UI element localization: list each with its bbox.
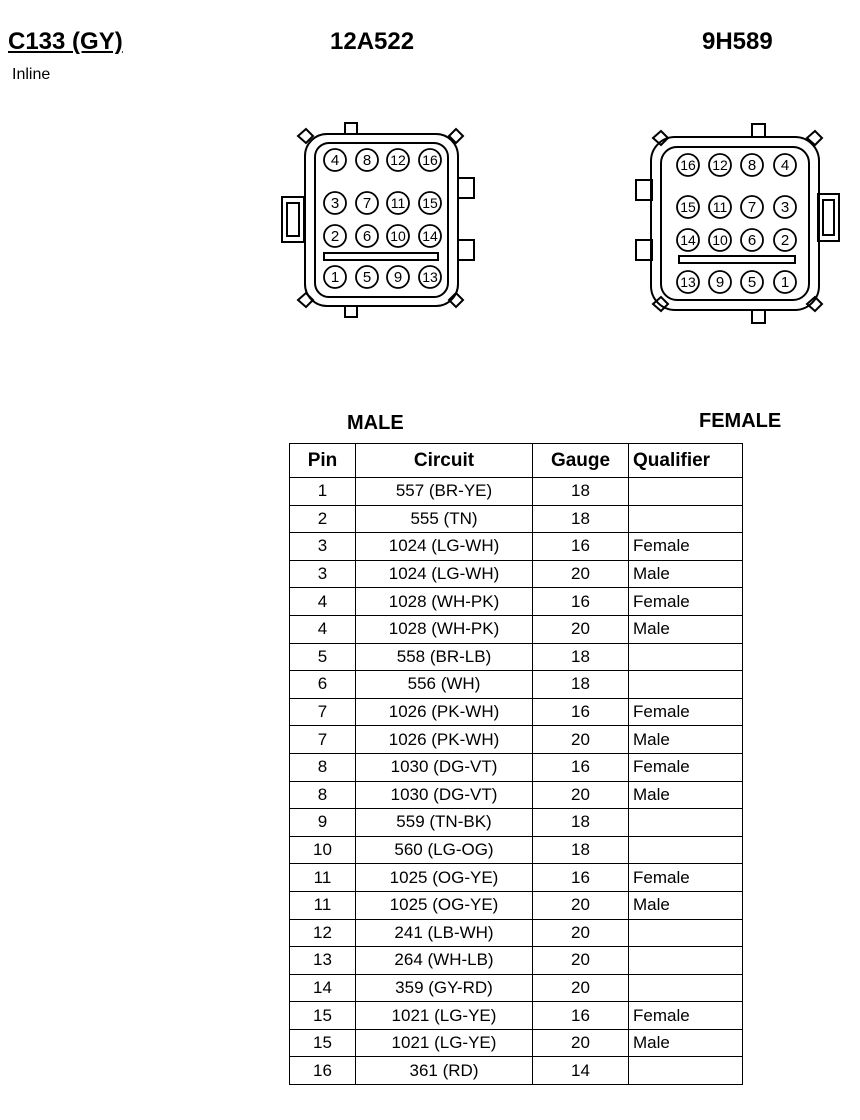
female-pin [709,271,731,293]
cell-pin: 3 [290,560,356,588]
female-pin [774,196,796,218]
male-pin-number: 3 [330,195,340,212]
cell-qualifier: Male [629,891,743,919]
cell-pin: 16 [290,1057,356,1085]
male-pin [356,266,378,288]
male-pin [419,149,441,171]
cell-circuit: 560 (LG-OG) [356,836,533,864]
table-row [290,1057,743,1085]
cell-gauge: 16 [533,864,629,892]
connector-title: C133 (GY) [8,28,123,55]
female-housing-outer [651,137,819,310]
table-row [290,505,743,533]
female-pin [774,271,796,293]
connector-subtitle: Inline [12,66,51,83]
cell-qualifier [629,919,743,947]
cell-pin: 6 [290,671,356,699]
cell-pin: 5 [290,643,356,671]
female-pin [677,196,699,218]
male-pin [419,225,441,247]
cell-gauge: 20 [533,947,629,975]
cell-pin: 4 [290,588,356,616]
table-row [290,643,743,671]
cell-pin: 9 [290,809,356,837]
male-pin [387,225,409,247]
male-pin-number: 9 [393,269,403,286]
cell-circuit: 1025 (OG-YE) [356,891,533,919]
female-pin-number: 14 [680,232,696,248]
female-pin-number: 11 [712,199,728,215]
cell-gauge: 20 [533,726,629,754]
cell-circuit: 1028 (WH-PK) [356,588,533,616]
cell-pin: 4 [290,615,356,643]
pinout-table [289,443,743,1085]
female-left-tab-top [636,180,652,200]
female-pin-number: 15 [680,199,696,215]
cell-gauge: 18 [533,643,629,671]
cell-gauge: 16 [533,533,629,561]
cell-pin: 11 [290,864,356,892]
cell-pin: 7 [290,726,356,754]
cell-qualifier: Male [629,1029,743,1057]
male-right-tab-top [458,178,474,198]
female-pin-grid [677,154,796,293]
male-pin-number: 10 [390,228,406,244]
male-pin [387,149,409,171]
female-pin [774,154,796,176]
female-right-latch [818,194,839,241]
male-pin [387,266,409,288]
cell-pin: 1 [290,478,356,506]
cell-pin: 7 [290,698,356,726]
male-connector [282,123,474,317]
cell-qualifier: Female [629,864,743,892]
cell-qualifier: Female [629,1002,743,1030]
cell-circuit: 1024 (LG-WH) [356,560,533,588]
header-qualifier: Qualifier [629,444,743,478]
cell-gauge: 20 [533,1029,629,1057]
female-pin [774,229,796,251]
cell-qualifier [629,671,743,699]
cell-gauge: 16 [533,698,629,726]
female-pin-number: 1 [780,274,790,291]
female-bottom-key [752,310,765,323]
cell-gauge: 14 [533,1057,629,1085]
male-pin-number: 5 [362,269,372,286]
table-row [290,560,743,588]
cell-circuit: 361 (RD) [356,1057,533,1085]
table-row [290,974,743,1002]
cell-pin: 2 [290,505,356,533]
male-pin [324,149,346,171]
male-pin [356,225,378,247]
cell-circuit: 1028 (WH-PK) [356,615,533,643]
cell-pin: 3 [290,533,356,561]
female-pin [741,154,763,176]
cell-circuit: 559 (TN-BK) [356,809,533,837]
cell-qualifier: Female [629,588,743,616]
cell-circuit: 556 (WH) [356,671,533,699]
cell-qualifier [629,643,743,671]
table-row [290,698,743,726]
cell-pin: 10 [290,836,356,864]
cell-gauge: 16 [533,753,629,781]
table-row [290,947,743,975]
female-pin-number: 4 [780,157,790,174]
male-part-number: 12A522 [330,28,415,55]
male-label: MALE [347,412,404,434]
cell-circuit: 558 (BR-LB) [356,643,533,671]
male-pin [324,192,346,214]
cell-gauge: 16 [533,1002,629,1030]
cell-circuit: 1030 (DG-VT) [356,753,533,781]
table-row [290,864,743,892]
cell-qualifier [629,809,743,837]
female-pin [741,271,763,293]
cell-pin: 8 [290,753,356,781]
male-pin [387,192,409,214]
cell-qualifier: Male [629,781,743,809]
male-left-latch-inner [287,203,299,236]
female-top-key [752,124,765,137]
table-row [290,478,743,506]
female-pin-number: 16 [680,157,696,173]
table-row [290,1002,743,1030]
female-pin [677,271,699,293]
cell-circuit: 264 (WH-LB) [356,947,533,975]
female-pin [709,154,731,176]
male-pin [356,192,378,214]
table-row [290,836,743,864]
cell-qualifier: Male [629,560,743,588]
table-row [290,671,743,699]
male-pin-number: 13 [422,269,438,285]
cell-circuit: 1021 (LG-YE) [356,1002,533,1030]
cell-gauge: 20 [533,974,629,1002]
header-gauge: Gauge [533,444,629,478]
female-pin-number: 12 [712,157,728,173]
female-pin [741,196,763,218]
female-pin-number: 7 [747,199,757,216]
female-pin-number: 10 [712,232,728,248]
female-pin-number: 9 [715,274,725,291]
table-row [290,781,743,809]
male-pin-number: 14 [422,228,438,244]
male-pin [324,225,346,247]
cell-gauge: 20 [533,891,629,919]
cell-circuit: 359 (GY-RD) [356,974,533,1002]
male-pin-number: 12 [390,152,406,168]
cell-pin: 11 [290,891,356,919]
cell-qualifier [629,1057,743,1085]
cell-pin: 12 [290,919,356,947]
table-row [290,753,743,781]
cell-qualifier [629,974,743,1002]
cell-circuit: 1025 (OG-YE) [356,864,533,892]
male-pin-number: 11 [390,195,406,211]
male-pin [356,149,378,171]
female-left-tab-bottom [636,240,652,260]
male-pin-number: 1 [330,269,340,286]
table-row [290,533,743,561]
cell-pin: 15 [290,1002,356,1030]
table-row [290,919,743,947]
female-label: FEMALE [699,410,782,432]
table-row [290,615,743,643]
male-right-tab-bottom [458,240,474,260]
male-pin-number: 15 [422,195,438,211]
cell-circuit: 1026 (PK-WH) [356,698,533,726]
cell-pin: 14 [290,974,356,1002]
cell-circuit: 1024 (LG-WH) [356,533,533,561]
female-pin-number: 2 [780,232,790,249]
male-pin-number: 8 [362,152,372,169]
female-pin-number: 3 [780,199,790,216]
cell-gauge: 18 [533,478,629,506]
cell-pin: 15 [290,1029,356,1057]
cell-gauge: 20 [533,560,629,588]
table-row [290,726,743,754]
cell-circuit: 557 (BR-YE) [356,478,533,506]
cell-qualifier: Male [629,615,743,643]
cell-pin: 8 [290,781,356,809]
cell-gauge: 16 [533,588,629,616]
cell-circuit: 555 (TN) [356,505,533,533]
female-connector [636,124,839,323]
table-row [290,1029,743,1057]
header-circuit: Circuit [356,444,533,478]
female-divider-bar [679,256,795,263]
cell-qualifier: Female [629,533,743,561]
male-pin-number: 16 [422,152,438,168]
female-pin [677,229,699,251]
cell-gauge: 18 [533,809,629,837]
table-header-row [290,444,743,478]
table-row [290,588,743,616]
female-pin [709,229,731,251]
cell-qualifier: Male [629,726,743,754]
header-pin: Pin [290,444,356,478]
cell-qualifier [629,836,743,864]
cell-pin: 13 [290,947,356,975]
cell-gauge: 20 [533,919,629,947]
female-right-latch-inner [823,200,834,235]
female-pin-number: 5 [747,274,757,291]
connector-diagram [0,0,860,400]
female-pin-number: 6 [747,232,757,249]
male-pin-grid [324,149,441,288]
cell-gauge: 20 [533,781,629,809]
cell-circuit: 1026 (PK-WH) [356,726,533,754]
table-row [290,809,743,837]
cell-qualifier [629,478,743,506]
female-part-number: 9H589 [702,28,773,55]
female-pin [741,229,763,251]
cell-qualifier [629,505,743,533]
cell-circuit: 241 (LB-WH) [356,919,533,947]
male-pin [419,192,441,214]
female-pin-number: 13 [680,274,696,290]
cell-qualifier [629,947,743,975]
female-pin [709,196,731,218]
cell-gauge: 20 [533,615,629,643]
male-pin-number: 4 [330,152,340,169]
cell-gauge: 18 [533,671,629,699]
female-pin-number: 8 [747,157,757,174]
cell-qualifier: Female [629,698,743,726]
cell-gauge: 18 [533,836,629,864]
cell-qualifier: Female [629,753,743,781]
cell-circuit: 1030 (DG-VT) [356,781,533,809]
male-pin [419,266,441,288]
cell-gauge: 18 [533,505,629,533]
female-pin [677,154,699,176]
table-row [290,891,743,919]
male-pin [324,266,346,288]
male-divider-bar [324,253,438,260]
cell-circuit: 1021 (LG-YE) [356,1029,533,1057]
male-pin-number: 2 [330,228,340,245]
male-pin-number: 6 [362,228,372,245]
male-pin-number: 7 [362,195,372,212]
